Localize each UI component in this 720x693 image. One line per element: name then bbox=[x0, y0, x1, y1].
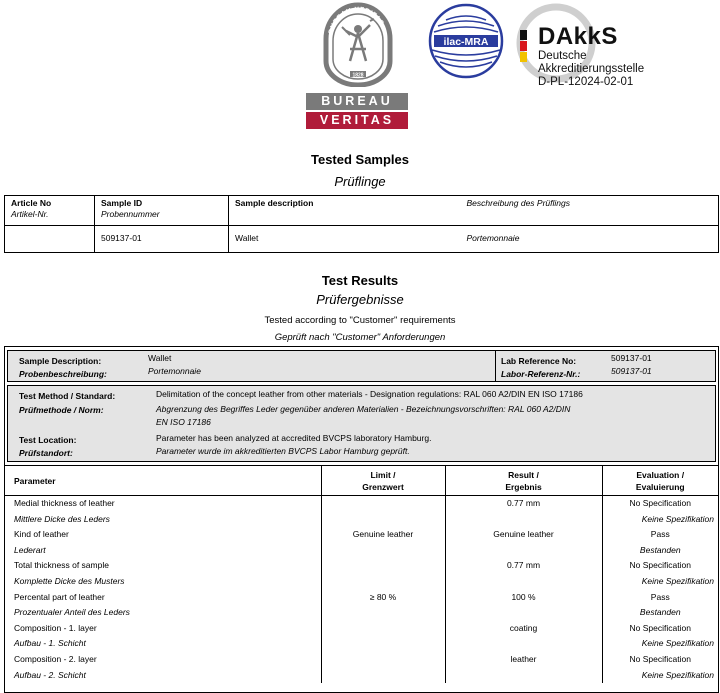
labor-referenz-value: 509137-01 bbox=[611, 366, 652, 376]
test-location-value: Parameter has been analyzed at accredited BVCPS laboratory Hamburg. bbox=[156, 433, 432, 443]
header-result bbox=[445, 466, 602, 496]
result-label-de: Ergebnis bbox=[505, 481, 542, 492]
seal-year: 1828 bbox=[352, 72, 364, 79]
table-row bbox=[5, 527, 718, 543]
pruefstandort-label: Prüfstandort: bbox=[19, 448, 73, 458]
table-row bbox=[5, 668, 718, 684]
table-row bbox=[5, 496, 718, 512]
limit-label-de: Grenzwert bbox=[362, 481, 404, 492]
sample-description-value: Wallet bbox=[148, 353, 172, 363]
limit-label: Limit / bbox=[370, 469, 396, 480]
tested-according-note: Tested according to "Customer" requirements bbox=[264, 315, 456, 326]
param-limit-empty bbox=[321, 636, 445, 652]
test-results-title: Test Results bbox=[321, 273, 399, 288]
header-article-no bbox=[5, 196, 95, 226]
param-eval-de: Bestanden bbox=[602, 605, 718, 621]
pruefmethode-value-1: Abgrenzung des Begriffes Leder gegenüber anderen Materialien - Bezeichnungsvorschriften: RAL 060 A2/DIN bbox=[156, 404, 571, 414]
param-limit bbox=[321, 621, 445, 637]
ilac-mra-logo bbox=[426, 2, 506, 80]
test-method-label: Test Method / Standard: bbox=[19, 391, 116, 401]
param-limit: Genuine leather bbox=[321, 527, 445, 543]
param-name-de: Lederart bbox=[14, 544, 46, 555]
bureau-word: BUREAU bbox=[306, 93, 408, 110]
param-eval: No Specification bbox=[602, 496, 718, 512]
parameters-table bbox=[5, 465, 718, 683]
param-name: Medial thickness of leather bbox=[14, 498, 115, 508]
sample-info-box bbox=[7, 350, 716, 382]
param-name: Composition - 2. layer bbox=[14, 653, 97, 664]
samples-header-row bbox=[5, 196, 719, 226]
dakks-line-2: Akkreditierungsstelle bbox=[538, 63, 645, 75]
table-row bbox=[5, 636, 718, 652]
param-result: Genuine leather bbox=[445, 527, 602, 543]
logo-bar bbox=[0, 0, 720, 132]
param-name-de: Aufbau - 2. Schicht bbox=[14, 669, 86, 680]
header-description-de bbox=[461, 196, 719, 226]
test-method-value: Delimitation of the concept leather from other materials - Designation regulations: RAL 060 A2/DIN EN ISO 17186 bbox=[156, 389, 583, 399]
param-limit-empty bbox=[321, 512, 445, 528]
probenbeschreibung-label: Probenbeschreibung: bbox=[19, 369, 107, 379]
bureau-veritas-wordmark bbox=[306, 93, 408, 129]
param-name-de: Komplette Dicke des Musters bbox=[14, 575, 125, 586]
param-eval: No Specification bbox=[602, 558, 718, 574]
method-info-box bbox=[7, 385, 716, 462]
param-result-empty bbox=[445, 636, 602, 652]
evaluation-label: Evaluation / bbox=[636, 469, 685, 480]
header-description bbox=[229, 196, 461, 226]
description-label: Sample description bbox=[235, 198, 314, 208]
param-limit-empty bbox=[321, 605, 445, 621]
dakks-line-3: D-PL-12024-02-01 bbox=[538, 76, 634, 88]
param-limit-empty bbox=[321, 574, 445, 590]
param-eval: No Specification bbox=[602, 652, 718, 668]
param-eval-de: Keine Spezifikation bbox=[602, 668, 718, 684]
tested-samples-title: Tested Samples bbox=[310, 152, 410, 167]
header-sample-id bbox=[95, 196, 229, 226]
header-limit bbox=[321, 466, 445, 496]
param-result: 0.77 mm bbox=[445, 496, 602, 512]
sample-description-label: Sample Description: bbox=[19, 356, 102, 366]
header-parameter: Parameter bbox=[5, 466, 321, 496]
param-limit bbox=[321, 558, 445, 574]
param-result-empty bbox=[445, 605, 602, 621]
cell-sample-id: 509137-01 bbox=[95, 226, 229, 253]
samples-table bbox=[4, 195, 719, 253]
param-result: coating bbox=[445, 621, 602, 637]
table-row bbox=[5, 558, 718, 574]
param-limit: ≥ 80 % bbox=[321, 590, 445, 606]
bureau-veritas-seal-logo bbox=[320, 1, 396, 87]
probenbeschreibung-value: Portemonnaie bbox=[148, 366, 201, 376]
param-result-empty bbox=[445, 543, 602, 559]
param-eval: No Specification bbox=[602, 621, 718, 637]
article-no-label-de: Artikel-Nr. bbox=[11, 209, 49, 219]
lab-reference-value: 509137-01 bbox=[611, 353, 652, 363]
param-name: Percental part of leather bbox=[14, 591, 105, 602]
param-limit-empty bbox=[321, 668, 445, 684]
header-evaluation bbox=[602, 466, 718, 496]
dakks-line-1: Deutsche bbox=[538, 50, 587, 62]
param-limit bbox=[321, 496, 445, 512]
param-result: leather bbox=[445, 652, 602, 668]
description-label-de: Beschreibung des Prüflings bbox=[466, 198, 570, 208]
lab-reference-label: Lab Reference No: bbox=[501, 356, 577, 366]
cell-article-no bbox=[5, 226, 95, 253]
info-divider bbox=[495, 351, 496, 381]
sample-id-label-de: Probennummer bbox=[101, 209, 160, 219]
param-result-empty bbox=[445, 512, 602, 528]
param-name-de: Mittlere Dicke des Leders bbox=[14, 513, 110, 524]
param-eval: Pass bbox=[602, 590, 718, 606]
table-row bbox=[5, 605, 718, 621]
param-limit-empty bbox=[321, 543, 445, 559]
table-row bbox=[5, 621, 718, 637]
ilac-mra-text: ilac-MRA bbox=[443, 36, 489, 48]
table-row bbox=[5, 543, 718, 559]
parameters-header-row bbox=[5, 466, 718, 496]
table-row bbox=[5, 512, 718, 528]
param-eval-de: Keine Spezifikation bbox=[602, 512, 718, 528]
test-results-subtitle: Prüfergebnisse bbox=[316, 292, 404, 307]
pruefmethode-value-2: EN ISO 17186 bbox=[156, 417, 211, 427]
sample-id-label: Sample ID bbox=[101, 198, 143, 208]
tested-samples-subtitle: Prüflinge bbox=[334, 174, 386, 189]
param-eval: Pass bbox=[602, 527, 718, 543]
param-name-de: Prozentualer Anteil des Leders bbox=[14, 607, 130, 618]
labor-referenz-label: Labor-Referenz-Nr.: bbox=[501, 369, 581, 379]
evaluation-label-de: Evaluierung bbox=[635, 481, 685, 492]
results-block bbox=[4, 346, 719, 693]
param-result: 0.77 mm bbox=[445, 558, 602, 574]
param-eval-de: Bestanden bbox=[602, 543, 718, 559]
table-row bbox=[5, 590, 718, 606]
table-row bbox=[5, 574, 718, 590]
param-name: Total thickness of sample bbox=[14, 560, 109, 571]
param-limit bbox=[321, 652, 445, 668]
samples-row bbox=[5, 226, 719, 253]
param-eval-de: Keine Spezifikation bbox=[602, 636, 718, 652]
article-no-label: Article No bbox=[11, 198, 52, 208]
cell-description: Wallet bbox=[229, 226, 461, 253]
param-result-empty bbox=[445, 668, 602, 684]
test-location-label: Test Location: bbox=[19, 435, 77, 445]
dakks-title: DAkkS bbox=[538, 23, 618, 50]
param-result: 100 % bbox=[445, 590, 602, 606]
cell-description-de: Portemonnaie bbox=[461, 226, 719, 253]
veritas-word: VERITAS bbox=[306, 112, 408, 129]
table-row bbox=[5, 652, 718, 668]
param-result-empty bbox=[445, 574, 602, 590]
param-name-de: Aufbau - 1. Schicht bbox=[14, 638, 86, 649]
pruefmethode-label: Prüfmethode / Norm: bbox=[19, 405, 104, 415]
seal-arc-text: BUREAU VERITAS bbox=[327, 5, 386, 35]
param-name: Kind of leather bbox=[14, 529, 69, 540]
pruefstandort-value: Parameter wurde im akkreditierten BVCPS Labor Hamburg geprüft. bbox=[156, 446, 410, 456]
param-eval-de: Keine Spezifikation bbox=[602, 574, 718, 590]
dakks-text-block bbox=[538, 24, 644, 89]
param-name: Composition - 1. layer bbox=[14, 622, 97, 633]
tested-according-note-de: Geprüft nach "Customer" Anforderungen bbox=[274, 332, 446, 343]
result-label: Result / bbox=[508, 469, 539, 480]
